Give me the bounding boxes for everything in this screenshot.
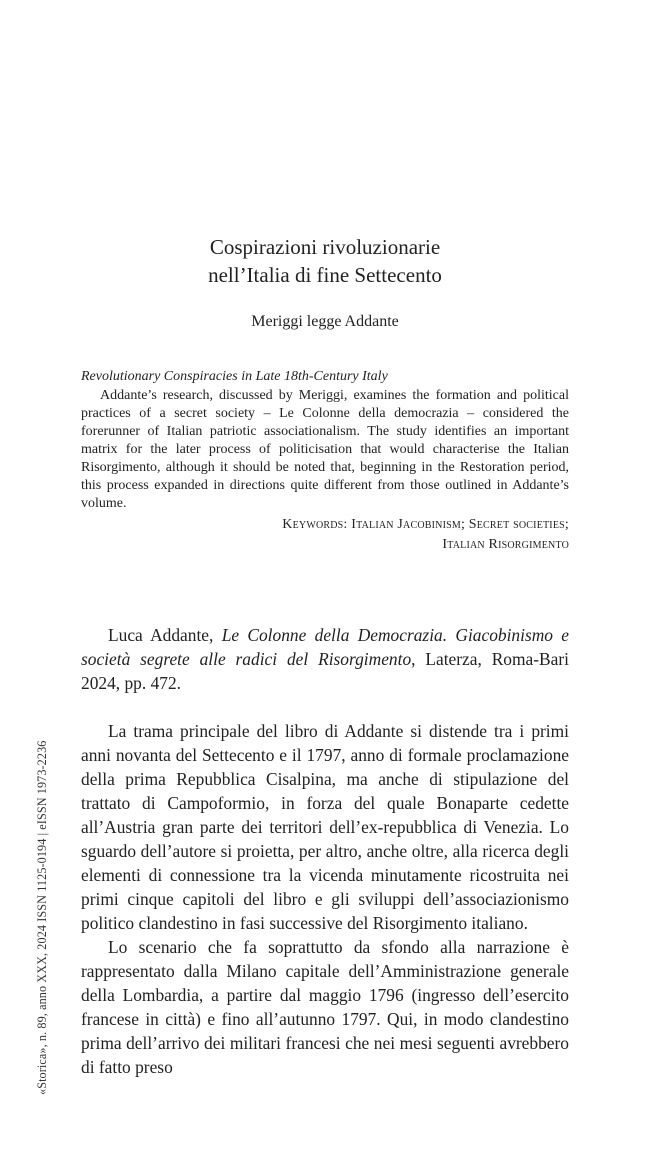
reference-book-title: Le Colonne della Democrazia. Giacobinismo e società segrete alle radici del Risorgimento (81, 625, 569, 669)
reference-author: Luca Addante, (108, 625, 214, 645)
article-title-line-2: nell’Italia di fine Settecento (208, 263, 442, 287)
journal-citation-sidebar: «Storica», n. 89, anno XXX, 2024 ISSN 1125-0194 | eISSN 1973-2236 (35, 740, 49, 1095)
keywords (81, 515, 569, 555)
reference-publisher: , Laterza, Roma-Bari 2024, pp. 472. (81, 649, 569, 693)
article-subtitle: Meriggi legge Addante (251, 313, 399, 330)
book-reference (81, 623, 569, 695)
abstract-block (81, 368, 569, 555)
keywords-line-2: Italian Risorgimento (442, 537, 569, 552)
abstract-title: Revolutionary Conspiracies in Late 18th-Century Italy (81, 369, 388, 384)
article-title-line-1: Cospirazioni rivoluzionarie (209, 235, 441, 259)
keywords-line-1: Keywords: Italian Jacobinism; Secret societies; (282, 517, 569, 532)
body-paragraph-1: La trama principale del libro di Addante si distende tra i primi anni novanta del Settecento e il 1797, anno di formale proclamazione della prima Repubblica Cisalpina, ma anche di stipulazione del trattato di Campoformio, in forza del quale Bonaparte cedette all’Austria gran parte dei territori dell’ex-repubblica di Venezia. Lo sguardo dell’autore si proietta, per altro, anche oltre, alla ricerca degli elementi di connessione tra la vicenda minutamente ricostruita nei primi cinque capitoli del libro e gli sviluppi dell’associazionismo politico clandestino in fasi successive del Risorgimento italiano. (81, 721, 569, 933)
body-paragraph-2: Lo scenario che fa soprattutto da sfondo alla narrazione è rappresentato dalla Milano capitale dell’Amministrazione generale della Lombardia, a partire dal maggio 1796 (ingresso dell’esercito francese in città) e fino all’autunno 1797. Qui, in modo clandestino prima dell’arrivo dei militari francesi che nei mesi seguenti avrebbero di fatto preso (81, 937, 569, 1077)
main-text (81, 623, 569, 1079)
abstract-body: Addante’s research, discussed by Meriggi, examines the formation and political practices of a secret society – Le Colonne della democrazia – considered the forerunner of Italian patriotic associationalism. The study identifies an important matrix for the later process of politicisation that would characterise the Italian Risorgimento, although it should be noted that, beginning in the Restoration period, this process expanded in directions quite different from those outlined in Addante’s volume. (81, 388, 569, 511)
article-title (0, 233, 650, 289)
